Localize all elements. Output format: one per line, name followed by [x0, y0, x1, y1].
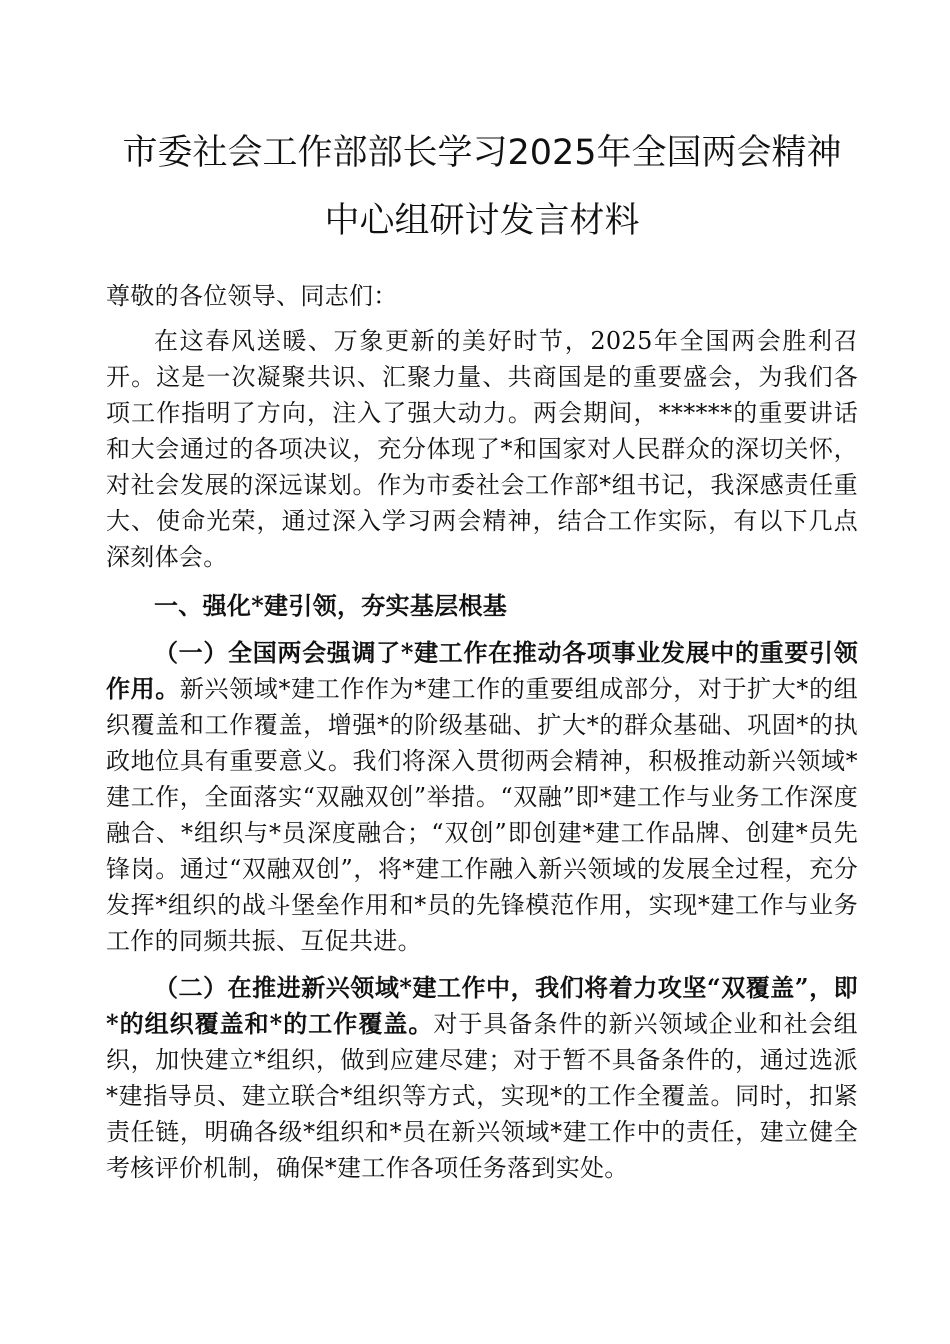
subsection-2-body: 对于具备条件的新兴领域企业和社会组织，加快建立*组织，做到应建尽建；对于暂不具备条件的，通过选派*建指导员、建立联合*组织等方式，实现*的工作全覆盖。同时，扣紧责任链，明确各级*组织和*员在新兴领域*建工作中的责任，建立健全考核评价机制，确保*建工作各项任务落到实处。 — [106, 1010, 858, 1182]
section-1-heading: 一、强化*建引领，夯实基层根基 — [154, 591, 508, 620]
document-title-line-2: 中心组研讨发言材料 — [324, 201, 640, 241]
greeting: 尊敬的各位领导、同志们： — [106, 282, 398, 310]
subsection-2-lead: （二）在推进新兴领域*建工作中，我们将着力攻坚“双覆盖”，即*的组织覆盖和*的工作覆盖。 — [106, 973, 858, 1038]
document-title-line-1: 市委社会工作部部长学习2025年全国两会精神 — [122, 133, 842, 173]
subsection-1-lead: （一）全国两会强调了*建工作在推动各项事业发展中的重要引领作用。 — [106, 638, 858, 703]
subsection-2-paragraph — [106, 970, 858, 1186]
subsection-1-body: 新兴领域*建工作作为*建工作的重要组成部分，对于扩大*的组织覆盖和工作覆盖，增强*的阶级基础、扩大*的群众基础、巩固*的执政地位具有重要意义。我们将深入贯彻两会精神，积极推动新兴领域*建工作，全面落实“双融双创”举措。“双融”即*建工作与业务工作深度融合、*组织与*员深度融合；“双创”即创建*建工作品牌、创建*员先锋岗。通过“双融双创”，将*建工作融入新兴领域的发展全过程，充分发挥*组织的战斗堡垒作用和*员的先锋模范作用，实现*建工作与业务工作的同频共振、互促共进。 — [106, 675, 858, 955]
subsection-1-paragraph — [106, 635, 858, 959]
document-page — [106, 0, 858, 1186]
intro-paragraph: 在这春风送暖、万象更新的美好时节，2025年全国两会胜利召开。这是一次凝聚共识、汇聚力量、共商国是的重要盛会，为我们各项工作指明了方向，注入了强大动力。两会期间，******的重要讲话和大会通过的各项决议，充分体现了*和国家对人民群众的深切关怀，对社会发展的深远谋划。作为市委社会工作部*组书记，我深感责任重大、使命光荣，通过深入学习两会精神，结合工作实际，有以下几点深刻体会。 — [106, 327, 858, 571]
